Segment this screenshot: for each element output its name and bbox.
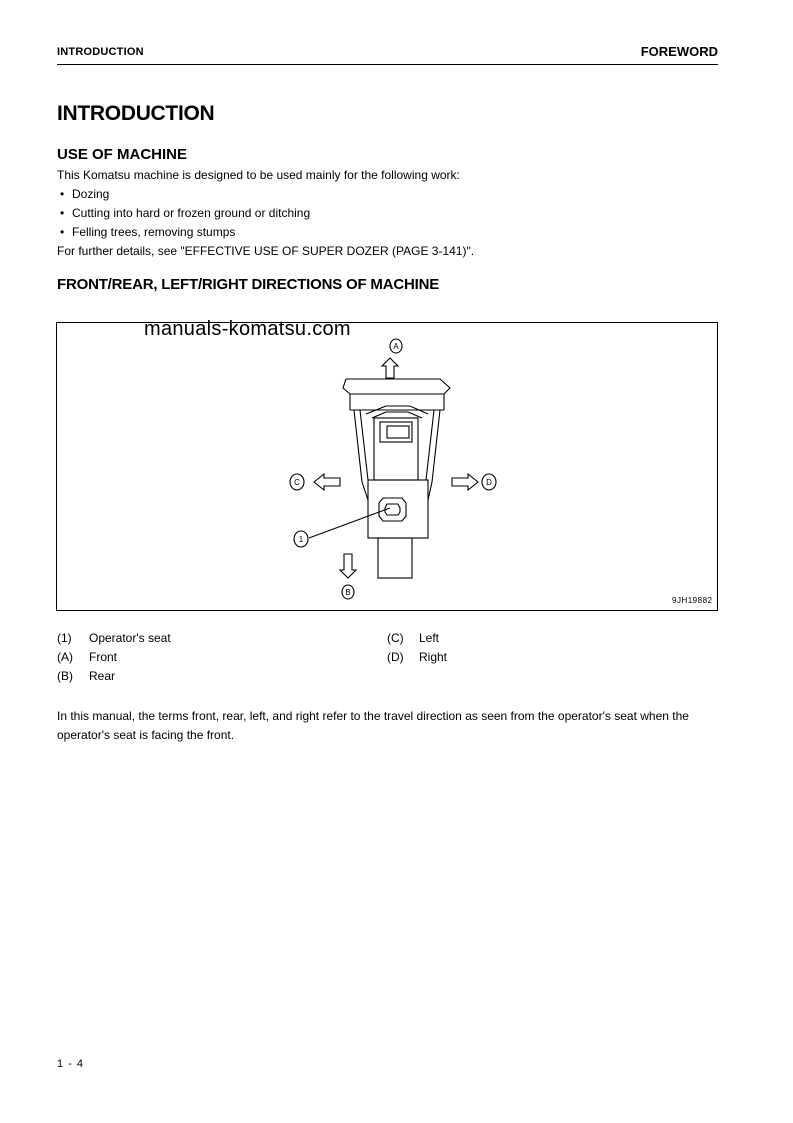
watermark: manuals-komatsu.com — [144, 318, 351, 340]
left-arrow-icon — [314, 474, 340, 490]
legend-text: Operator's seat — [89, 631, 171, 645]
directions-heading: FRONT/REAR, LEFT/RIGHT DIRECTIONS OF MACHINE — [57, 276, 440, 293]
use-of-machine-body — [57, 166, 474, 261]
legend-text: Rear — [89, 669, 116, 683]
legend-text: Right — [419, 650, 448, 664]
front-arrow-icon — [382, 358, 398, 378]
machine-directions-figure — [56, 322, 718, 611]
header-divider — [57, 64, 718, 65]
list-item-text: Cutting into hard or frozen ground or ditching — [72, 206, 311, 220]
figure-id: 9JH19882 — [672, 596, 713, 605]
operator-seat-icon — [379, 498, 406, 521]
bullet-icon: • — [60, 206, 65, 220]
legend-num: (B) — [57, 669, 73, 683]
legend-num: (A) — [57, 650, 73, 664]
list-item — [57, 223, 474, 242]
page-number: 1 - 4 — [57, 1058, 85, 1070]
list-item-text: Dozing — [72, 187, 110, 201]
page-title: INTRODUCTION — [57, 102, 215, 125]
machine-top-view-diagram — [56, 322, 718, 611]
legend-num: (C) — [387, 631, 404, 645]
directions-paragraph: In this manual, the terms front, rear, left, and right refer to the travel direction as seen from the operator's seat when the operator's seat is facing the front. — [57, 709, 689, 742]
label-rear: B — [345, 588, 351, 597]
legend-num: (1) — [57, 631, 72, 645]
list-item — [57, 204, 474, 223]
legend-item — [387, 650, 447, 664]
legend-text: Front — [89, 650, 118, 664]
cab — [368, 480, 428, 538]
legend-item — [387, 631, 439, 645]
header-section-right: FOREWORD — [640, 44, 718, 59]
label-left: C — [294, 478, 300, 487]
seat-leader-line — [309, 508, 390, 538]
use-of-machine-intro: This Komatsu machine is designed to be used mainly for the following work: — [57, 168, 460, 182]
list-item-text: Felling trees, removing stumps — [72, 225, 236, 239]
legend-num: (D) — [387, 650, 404, 664]
legend-item — [57, 669, 115, 683]
list-item — [57, 185, 474, 204]
legend-text: Left — [419, 631, 440, 645]
header-section-left: INTRODUCTION — [57, 46, 144, 58]
ripper — [378, 538, 412, 578]
right-arrow-icon — [452, 474, 478, 490]
legend-item — [57, 631, 171, 645]
hood — [374, 418, 418, 480]
use-of-machine-heading: USE OF MACHINE — [57, 146, 188, 163]
bullet-icon: • — [60, 187, 65, 201]
blade — [343, 379, 450, 394]
label-front: A — [393, 342, 399, 351]
further-details-reference: For further details, see "EFFECTIVE USE OF SUPER DOZER (PAGE 3-141)". — [57, 244, 475, 258]
label-seat: 1 — [298, 535, 304, 544]
label-right: D — [486, 478, 492, 487]
rear-arrow-icon — [340, 554, 356, 578]
legend-item — [57, 650, 117, 664]
bullet-icon: • — [60, 225, 65, 239]
